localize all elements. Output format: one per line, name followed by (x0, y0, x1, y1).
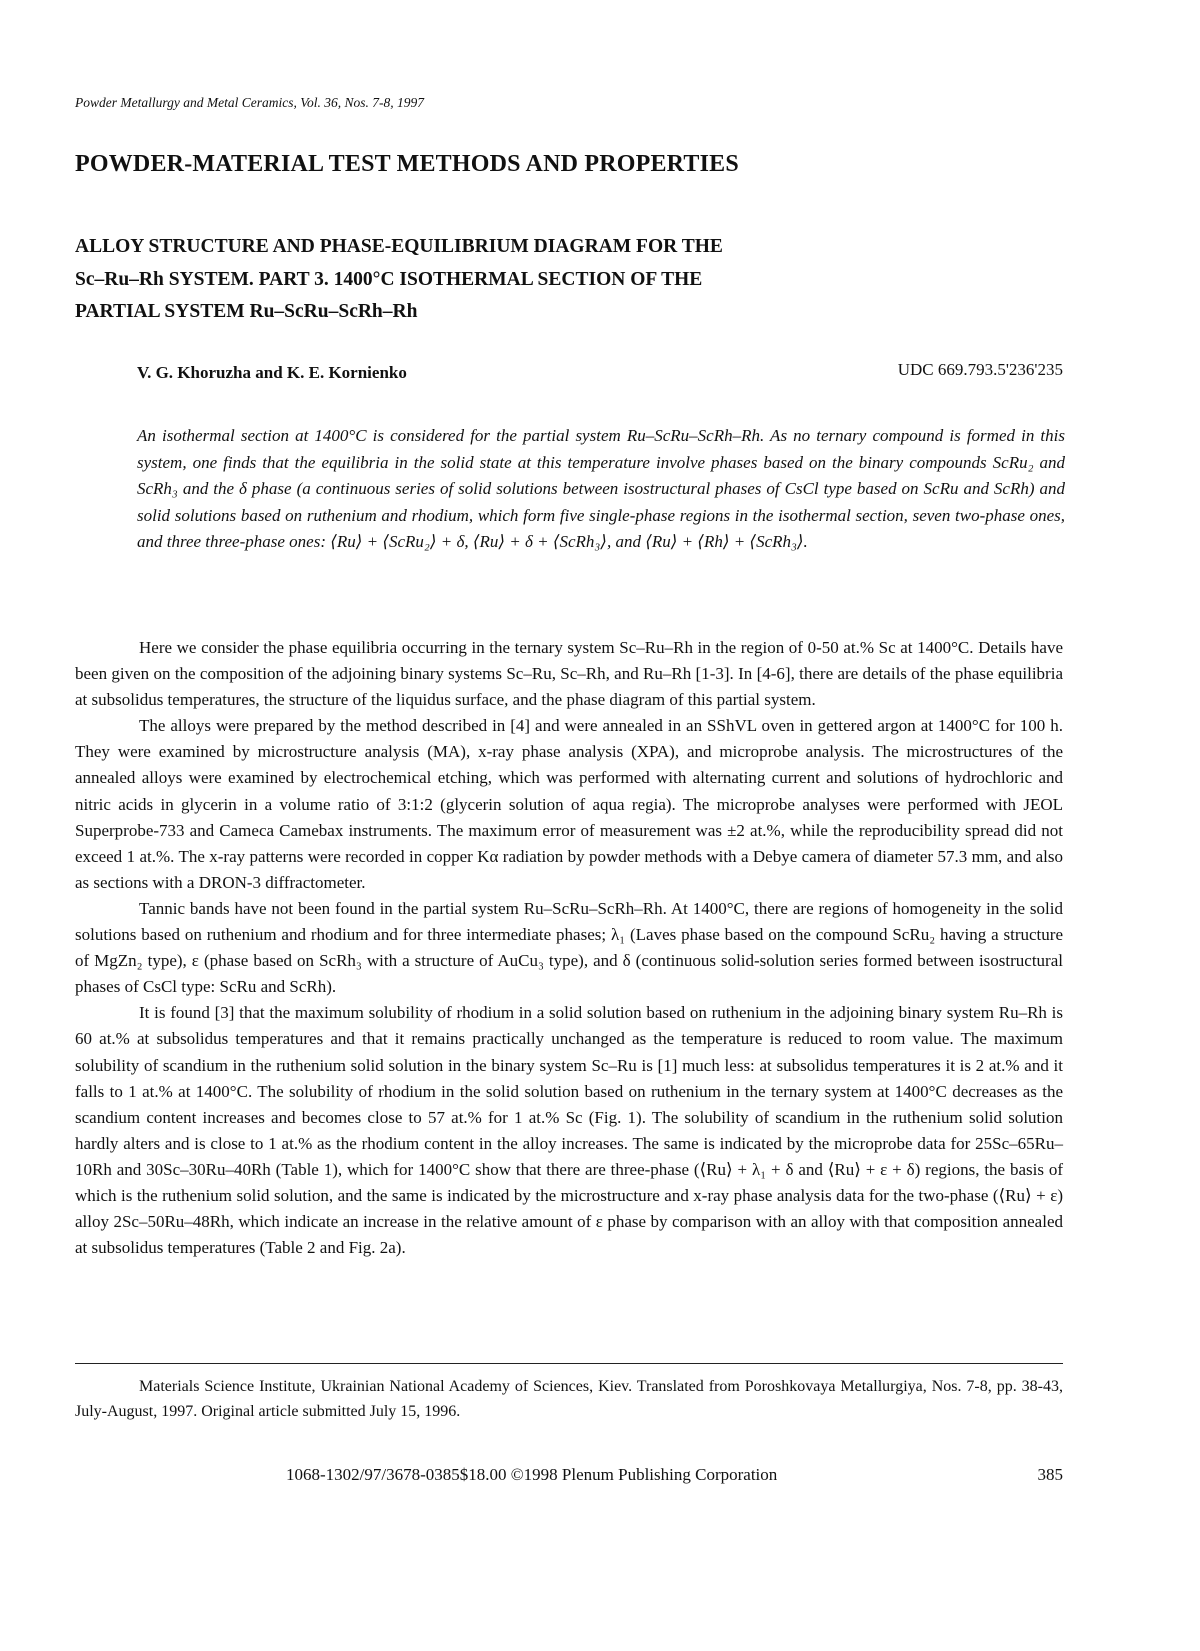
article-title (75, 231, 723, 329)
page-number: 385 (1037, 1465, 1063, 1484)
section-heading: POWDER-MATERIAL TEST METHODS AND PROPERTIES (75, 151, 739, 177)
abstract: An isothermal section at 1400°C is considered for the partial system Ru–ScRu–ScRh–Rh. As no ternary compound is formed in this system, one finds that the equilibria in the solid state at this temperature involve phases based on the binary compounds ScRu₂ and ScRh₃ and the δ phase (a continuous series of solid solutions between isostructural phases of CsCl type based on ScRu and ScRh) and solid solutions based on ruthenium and rhodium, which form five single-phase regions in the isothermal section, seven two-phase ones, and three three-phase ones: ⟨Ru⟩ + ⟨ScRu₂⟩ + δ, ⟨Ru⟩ + δ + ⟨ScRh₃⟩, and ⟨Ru⟩ + ⟨Rh⟩ + ⟨ScRh₃⟩. (137, 426, 1065, 551)
journal-citation: Powder Metallurgy and Metal Ceramics, Vol. 36, Nos. 7-8, 1997 (75, 95, 424, 110)
footnote-divider (75, 1363, 1063, 1364)
body-paragraph: The alloys were prepared by the method described in [4] and were annealed in an SShVL oven in gettered argon at 1400°C for 100 h. They were examined by microstructure analysis (MA), x-ray phase analysis (XPA), and microprobe analysis. The microstructures of the annealed alloys were examined by electrochemical etching, which was performed with alternating current and solutions of hydrochloric and nitric acids in glycerin in a volume ratio of 3:1:2 (glycerin solution of aqua regia). The microprobe analyses were performed with JEOL Superprobe-733 and Cameca Camebax instruments. The maximum error of measurement was ±2 at.%, while the reproducibility spread did not exceed 1 at.%. The x-ray patterns were recorded in copper Kα radiation by powder methods with a Debye camera of diameter 57.3 mm, and also as sections with a DRON-3 diffractometer. (75, 716, 1063, 892)
title-line: PARTIAL SYSTEM Ru–ScRu–ScRh–Rh (75, 301, 418, 322)
footer-code: 1068-1302/97/3678-0385$18.00 ©1998 Plenum Publishing Corporation (286, 1465, 778, 1484)
body-paragraph: It is found [3] that the maximum solubility of rhodium in a solid solution based on ruthenium in the adjoining binary system Ru–Rh is 60 at.% at subsolidus temperatures and that it remains practically unchanged as the temperature is reduced to room value. The maximum solubility of scandium in the ruthenium solid solution in the binary system Sc–Ru is [1] much less: at subsolidus temperatures it is 2 at.% and it falls to 1 at.% at 1400°C. The solubility of rhodium in the solid solution based on ruthenium in the ternary system at 1400°C decreases as the scandium content increases and becomes close to 57 at.% for 1 at.% Sc (Fig. 1). The solubility of scandium in the ruthenium solid solution hardly alters and is close to 1 at.% as the rhodium content in the alloy increases. The same is indicated by the microprobe data for 25Sc–65Ru–10Rh and 30Sc–30Ru–40Rh (Table 1), which for 1400°C show that there are three-phase (⟨Ru⟩ + λ₁ + δ and ⟨Ru⟩ + ε + δ) regions, the basis of which is the ruthenium solid solution, and the same is indicated by the microstructure and x-ray phase analysis data for the two-phase (⟨Ru⟩ + ε) alloy 2Sc–50Ru–48Rh, which indicate an increase in the relative amount of ε phase by comparison with an alloy with that composition annealed at subsolidus temperatures (Table 2 and Fig. 2a). (75, 1003, 1063, 1258)
title-line: ALLOY STRUCTURE AND PHASE-EQUILIBRIUM DIAGRAM FOR THE (75, 236, 723, 257)
body-text (75, 635, 1063, 1261)
udc-code: UDC 669.793.5'236'235 (897, 360, 1063, 379)
authors: V. G. Khoruzha and K. E. Kornienko (137, 363, 407, 382)
body-paragraph: Tannic bands have not been found in the partial system Ru–ScRu–ScRh–Rh. At 1400°C, there are regions of homogeneity in the solid solutions based on ruthenium and rhodium and for three intermediate phases; λ₁ (Laves phase based on the compound ScRu₂ having a structure of MgZn₂ type), ε (phase based on ScRh₃ with a structure of AuCu₃ type), and δ (continuous solid-solution series formed between isostructural phases of CsCl type: ScRu and ScRh). (75, 898, 1063, 997)
body-paragraph: Here we consider the phase equilibria occurring in the ternary system Sc–Ru–Rh in the region of 0-50 at.% Sc at 1400°C. Details have been given on the composition of the adjoining binary systems Sc–Ru, Sc–Rh, and Ru–Rh [1-3]. In [4-6], there are details of the phase equilibria at subsolidus temperatures, the structure of the liquidus surface, and the phase diagram of this partial system. (75, 638, 1063, 710)
footnote: Materials Science Institute, Ukrainian National Academy of Sciences, Kiev. Translated from Poroshkovaya Metallurgiya, Nos. 7-8, pp. 38-43, July-August, 1997. Original article submitted July 15, 1996. (75, 1378, 1063, 1420)
title-line: Sc–Ru–Rh SYSTEM. PART 3. 1400°C ISOTHERMAL SECTION OF THE (75, 268, 703, 290)
